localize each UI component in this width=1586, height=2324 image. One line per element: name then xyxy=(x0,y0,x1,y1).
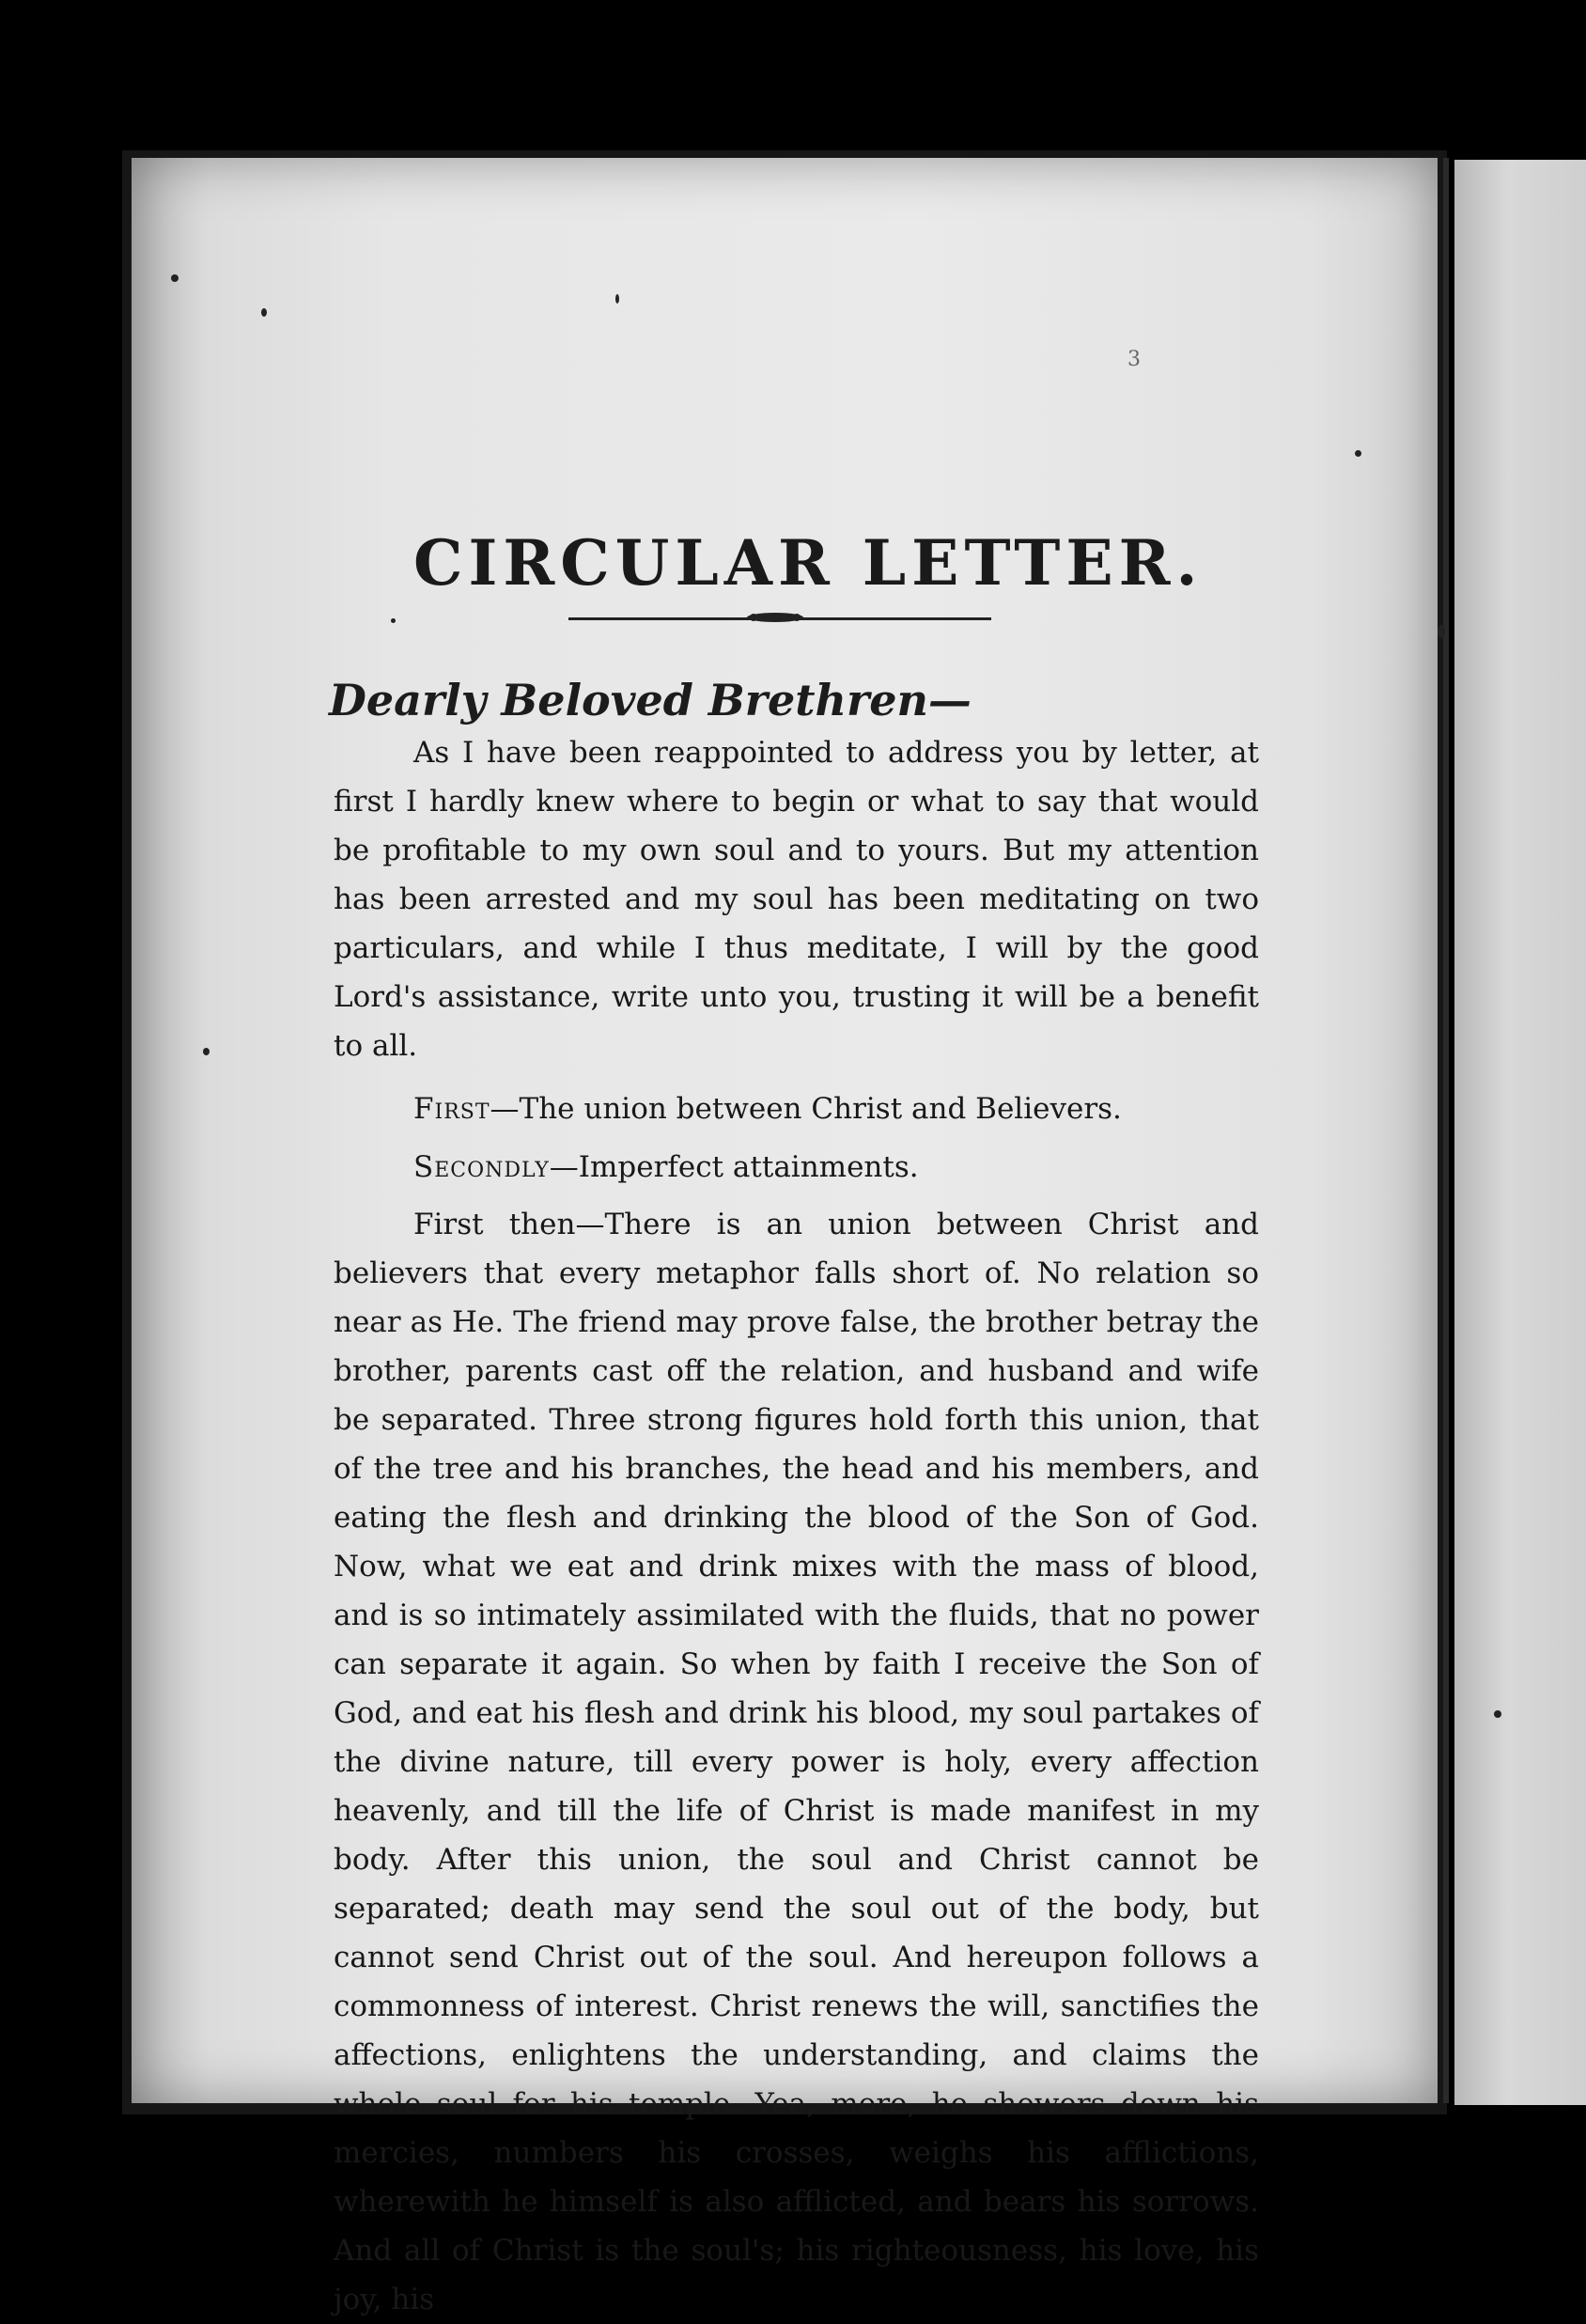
point-ordinal: Secondly xyxy=(413,1150,550,1184)
ink-speck xyxy=(391,618,396,623)
ink-speck xyxy=(1494,1710,1501,1718)
point-ordinal: First xyxy=(413,1092,490,1126)
point-text: Imperfect attainments. xyxy=(578,1150,919,1184)
page-number: 3 xyxy=(1127,348,1141,371)
point-first xyxy=(334,1080,1259,1138)
ink-speck xyxy=(171,274,179,282)
salutation: Dearly Beloved Brethren— xyxy=(329,675,972,725)
ink-speck xyxy=(1438,625,1445,638)
point-second xyxy=(334,1138,1259,1196)
ink-speck xyxy=(261,308,267,317)
ink-speck xyxy=(615,294,619,304)
page-edge xyxy=(1443,158,1449,2103)
ink-speck xyxy=(1355,450,1361,457)
ink-speck xyxy=(203,1048,210,1055)
ornament-icon xyxy=(742,610,808,625)
first-section-paragraph: First then—There is an union between Christ and believers that every metaphor falls short of. No relation so near as He. The friend may prove false, the brother betray the brother, parents cast off the relation, and husband and wife be separated. Three strong figures hold forth this union, that of the tree and his branches, the head and his members, and eating the flesh and drinking the blood of the Son of God. Now, what we eat and drink mixes with the mass of blood, and is so intimately assimilated with the fluids, that no power can separate it again. So when by faith I receive the Son of God, and eat his flesh and drink his blood, my soul partakes of the divine nature, till every power is holy, every affection heavenly, and till the life of Christ is made manifest in my body. After this union, the soul and Christ cannot be separated; death may send the soul out of the body, but cannot send Christ out of the soul. And hereupon follows a commonness of interest. Christ renews the will, sanctifies the affections, enlightens the understanding, and claims the whole soul for his temple. Yea, more, he showers down his mercies, numbers his crosses, weighs his afflictions, wherewith he himself is also afflicted, and bears his sorrows. And all of Christ is the soul's; his righteousness, his love, his joy, his xyxy=(334,1208,1259,2316)
point-dash: — xyxy=(549,1150,579,1184)
letter-body xyxy=(334,728,1259,2324)
facing-page-strip xyxy=(1454,160,1586,2105)
page-title: CIRCULAR LETTER. xyxy=(413,526,1204,600)
opening-paragraph: As I have been reappointed to address you by letter, at first I hardly knew where to begin or what to say that would be profitable to my own soul and to yours. But my attention has been arrested and my soul has been meditating on two particulars, and while I thus meditate, I will by the good Lord's assistance, write unto you, trusting it will be a benefit to all. xyxy=(334,736,1259,1063)
point-dash: — xyxy=(490,1092,520,1126)
point-text: The union between Christ and Believers. xyxy=(519,1092,1122,1126)
